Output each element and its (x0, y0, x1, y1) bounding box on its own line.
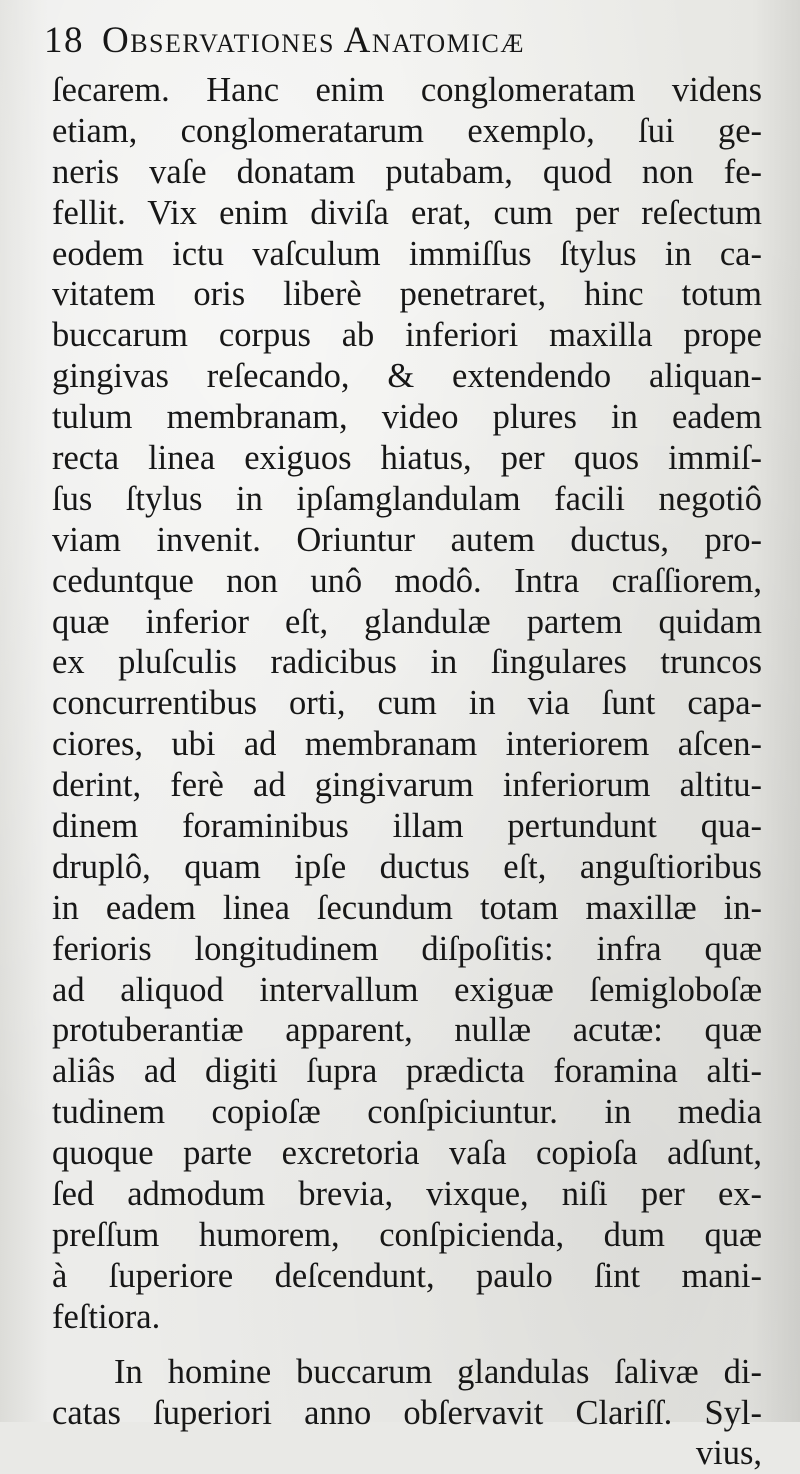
text-line: gingivas reſecando, & extendendo aliquan- (52, 357, 762, 396)
page-number: 18 (44, 20, 84, 61)
text-line: ceduntque non unô modô. Intra craſſiorem, (52, 561, 762, 600)
text-line: concurrentibus orti, cum in via ſunt capa- (52, 684, 762, 723)
text-line: buccarum corpus ab inferiori maxilla prope (52, 316, 762, 355)
text-line: viam invenit. Oriuntur autem ductus, pro- (52, 520, 762, 559)
text-line: ſecarem. Hanc enim conglomeratam videns (52, 71, 762, 109)
text-line: ſed admodum brevia, vixque, niſi per ex- (52, 1175, 762, 1214)
text-line: quoque parte excretoria vaſa copioſa adſunt, (52, 1134, 762, 1173)
text-line: aliâs ad digiti ſupra prædicta foramina alti- (52, 1052, 762, 1091)
text-line: ciores, ubi ad membranam interiorem aſcen- (52, 725, 762, 764)
text-line: vitatem oris liberè penetraret, hinc totum (52, 275, 762, 314)
text-line: tudinem copioſæ conſpiciuntur. in media (52, 1093, 762, 1132)
running-title: Observationes Anatomicæ (102, 20, 525, 61)
text-line: quæ inferior eſt, glandulæ partem quidam (52, 602, 762, 641)
text-line: catas ſuperiori anno obſervavit Clariſſ. Syl- (52, 1393, 762, 1432)
text-line: recta linea exiguos hiatus, per quos immiſ- (52, 439, 762, 478)
text-line: ex pluſculis radicibus in ſingulares truncos (52, 643, 762, 682)
text-line: ad aliquod intervallum exiguæ ſemigloboſæ (52, 970, 762, 1009)
text-line: à ſuperiore deſcendunt, paulo ſint mani- (52, 1256, 762, 1295)
text-line: dinem foraminibus illam pertundunt qua- (52, 807, 762, 846)
text-line: eodem ictu vaſculum immiſſus ſtylus in ca- (52, 234, 762, 273)
text-line: etiam, conglomeratarum exemplo, ſui ge- (52, 111, 762, 150)
text-line: fellit. Vix enim diviſa erat, cum per reſectum (52, 193, 762, 232)
text-line: feſtiora. (52, 1297, 161, 1336)
text-line: preſſum humorem, conſpicienda, dum quæ (52, 1215, 762, 1254)
text-line: druplô, quam ipſe ductus eſt, anguſtioribus (52, 847, 762, 886)
catchword: vius, (695, 1434, 762, 1473)
text-line: In homine buccarum glandulas ſalivæ di- (114, 1352, 762, 1391)
text-line: in eadem linea ſecundum totam maxillæ in- (52, 888, 762, 927)
body-text (52, 70, 762, 1474)
text-line: protuberantiæ apparent, nullæ acutæ: quæ (52, 1011, 762, 1050)
text-line: tulum membranam, video plures in eadem (52, 398, 762, 437)
text-line: ſus ſtylus in ipſamglandulam facili negotiô (52, 479, 762, 518)
running-header (44, 16, 744, 66)
text-line: neris vaſe donatam putabam, quod non fe- (52, 152, 762, 191)
paragraph-gap (52, 1338, 762, 1352)
text-line: ferioris longitudinem diſpoſitis: infra quæ (52, 929, 762, 968)
paragraph-1 (52, 70, 762, 1338)
paragraph-2 (52, 1352, 762, 1434)
text-line: derint, ferè ad gingivarum inferiorum altitu- (52, 766, 762, 805)
